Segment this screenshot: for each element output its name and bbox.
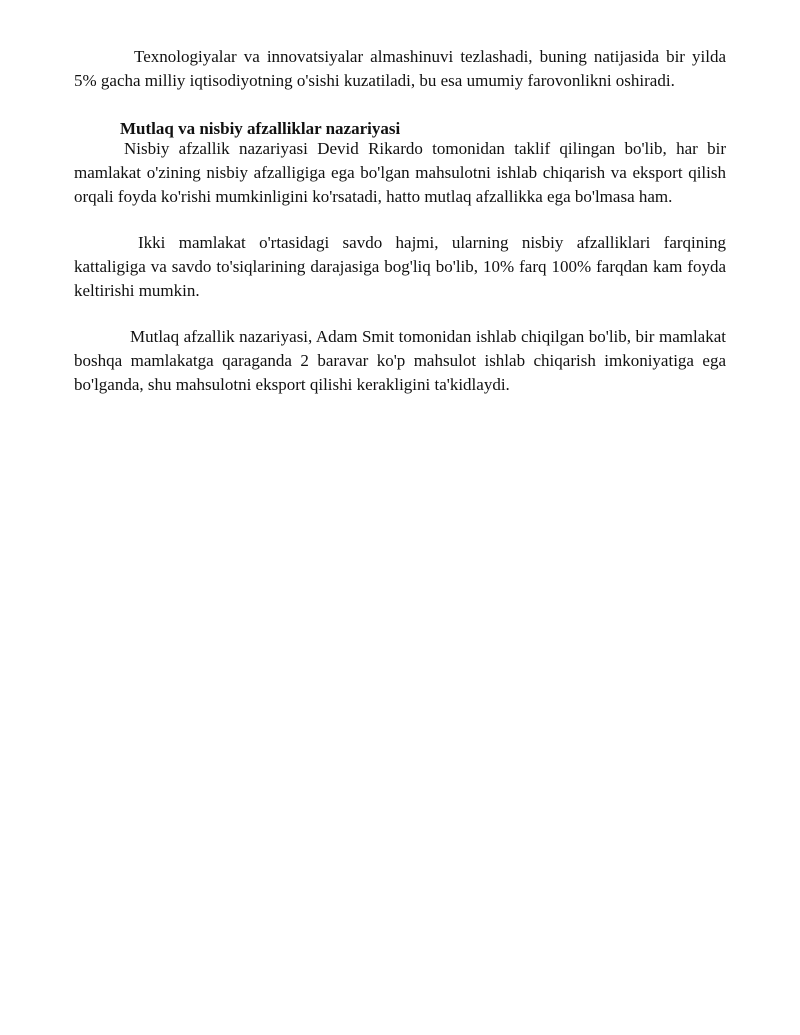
paragraph-comparative-advantage: Nisbiy afzallik nazariyasi Devid Rikardo tomonidan taklif qilingan bo'lib, har bir mamlakat o'zining nisbiy afzalligiga ega bo'lgan mahsulotni ishlab chiqarish va eksport qilish orqali foyda ko'rishi mumkinligini ko'rsatadi, hatto mutlaq afzallikka ega bo'lmasa ham.: [74, 139, 726, 206]
paragraph-trade-volume: Ikki mamlakat o'rtasidagi savdo hajmi, ularning nisbiy afzalliklari farqining kattaligiga va savdo to'siqlarining darajasiga bog'liq bo'lib, 10% farq 100% farqdan kam foyda keltirishi mumkin.: [74, 233, 726, 300]
document-page: [74, 45, 726, 397]
paragraph-absolute-advantage: Mutlaq afzallik nazariyasi, Adam Smit tomonidan ishlab chiqilgan bo'lib, bir mamlakat boshqa mamlakatga qaraganda 2 baravar ko'p mahsulot ishlab chiqarish imkoniyatiga ega bo'lganda, shu mahsulotni eksport qilishi kerakligini ta'kidlaydi.: [74, 327, 726, 394]
paragraph-technology-exchange: Texnologiyalar va innovatsiyalar almashinuvi tezlashadi, buning natijasida bir yilda 5% gacha milliy iqtisodiyotning o'sishi kuzatiladi, bu esa umumiy farovonlikni oshiradi.: [74, 47, 726, 90]
section-heading: Mutlaq va nisbiy afzalliklar nazariyasi: [120, 119, 401, 138]
